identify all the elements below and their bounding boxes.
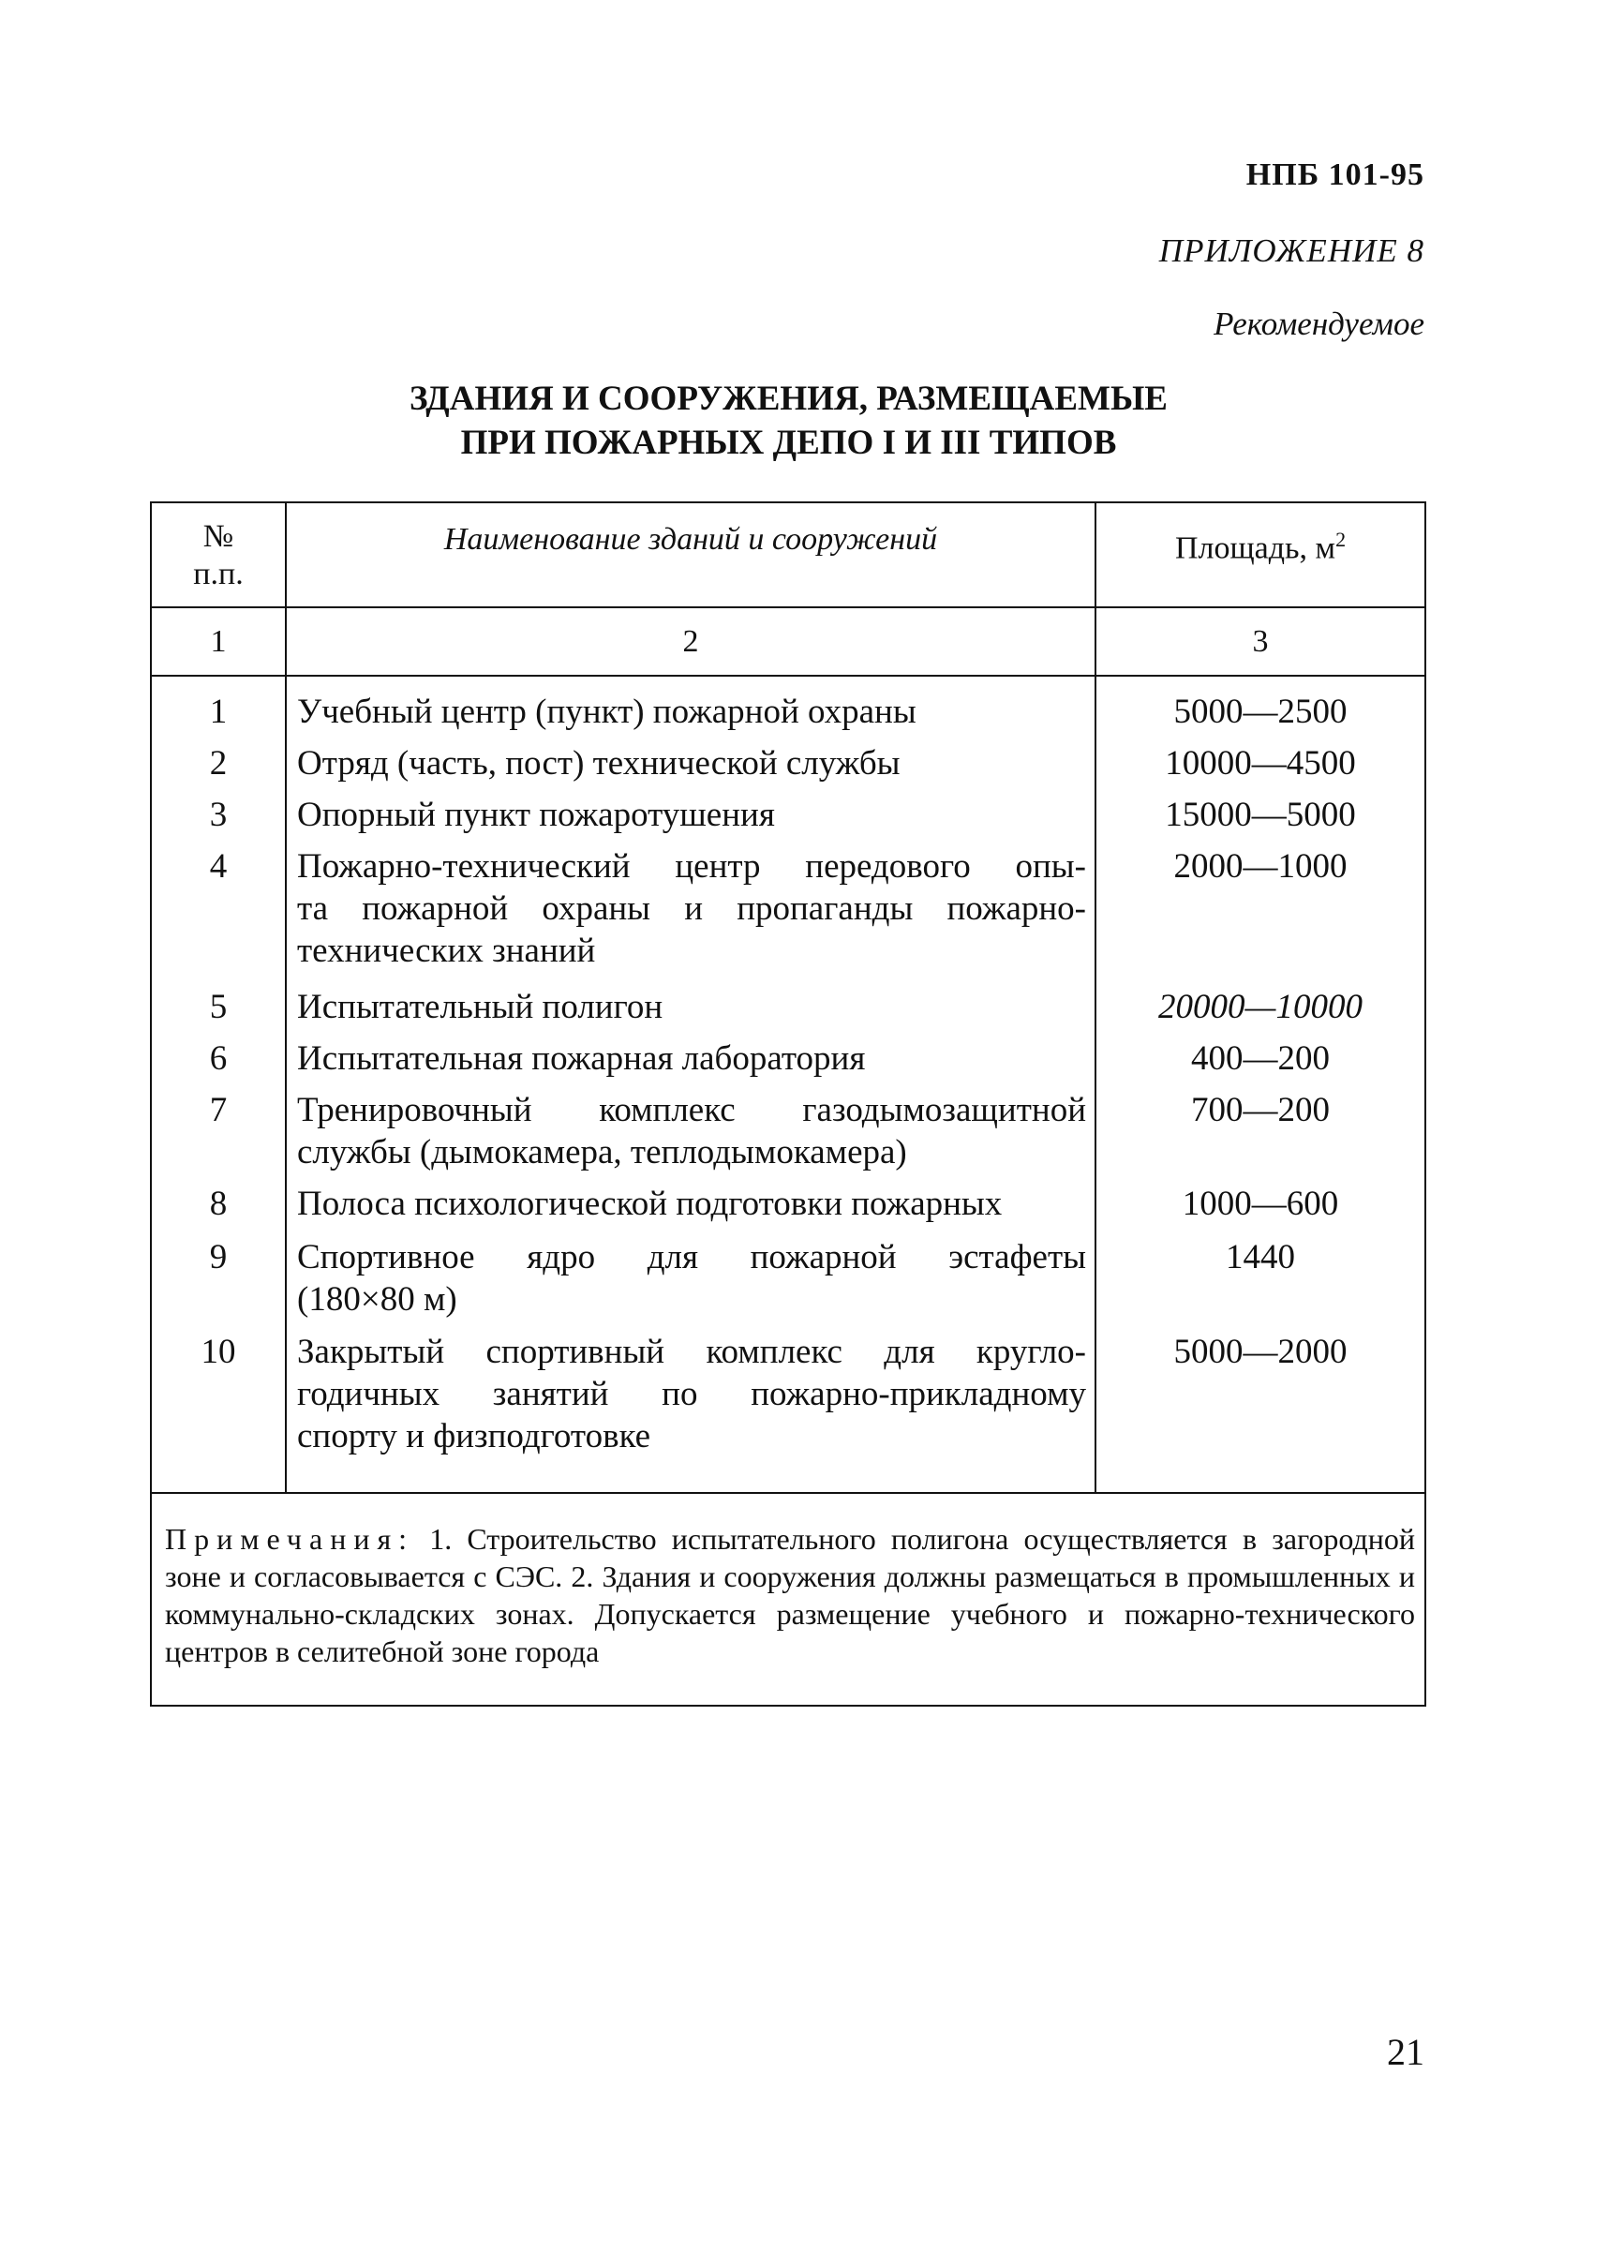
row-name [297,691,1086,733]
row-name [297,1037,1086,1080]
row-name-line: технических знаний [297,932,596,970]
row-area: 400—200 [1191,1039,1330,1078]
header-area-label: Площадь, м [1174,530,1336,566]
row-name-line: службы (дымокамера, теплодымокамера) [297,1133,907,1171]
header-area-superscript: 2 [1335,528,1347,551]
row-area: 5000—2000 [1173,1333,1348,1371]
row-area: 10000—4500 [1165,744,1356,783]
row-name-line: спорту и физподготовке [297,1417,651,1455]
row-name-line: Полоса психологической подготовки пожарных [297,1185,1003,1223]
row-area: 1440 [1226,1238,1295,1276]
row-area: 15000—5000 [1165,796,1356,834]
header-number-line-2: п.п. [193,557,244,591]
row-name [297,1331,1086,1457]
note-label: Примечания: [165,1522,415,1556]
numbers-bottom-rule [152,675,1424,677]
row-name [297,845,1086,972]
body-bottom-rule [152,1492,1424,1494]
title-line-2: ПРИ ПОЖАРНЫХ ДЕПО I И III ТИПОВ [460,424,1117,462]
column-number-1: 1 [210,624,227,659]
row-number: 9 [209,1238,228,1276]
row-number: 4 [209,847,228,886]
row-number: 3 [209,796,228,834]
header-number [152,518,285,593]
row-area: 20000—10000 [1158,988,1363,1026]
row-name-line: (180×80 м) [297,1280,457,1319]
row-number: 10 [201,1333,236,1371]
row-name-line: Учебный центр (пункт) пожарной охраны [297,693,916,731]
header-bottom-rule [152,606,1424,608]
row-name-line: Пожарно-технический центр передового опы- [297,847,1086,886]
row-area: 2000—1000 [1173,847,1348,886]
row-area: 700—200 [1191,1091,1330,1129]
row-number: 2 [209,744,228,783]
header-area [1096,518,1424,569]
row-name-line: Тренировочный комплекс газодымозащитной [297,1091,1086,1129]
row-area: 1000—600 [1182,1185,1339,1223]
row-name-line: Испытательная пожарная лаборатория [297,1039,866,1078]
row-name-line: Закрытый спортивный комплекс для кругло- [297,1333,1086,1371]
header-number-line-1: № [202,519,234,554]
row-name [297,794,1086,836]
row-name [297,1183,1086,1225]
row-name-line: Опорный пункт пожаротушения [297,796,775,834]
row-number: 6 [209,1039,228,1078]
document-code: НПБ 101-95 [1245,157,1424,192]
row-name-line: годичных занятий по пожарно-прикладному [297,1375,1086,1413]
note-text: 1. Строительство испытательного полигона осуществляется в загородной зоне и согласовывается с СЭС. 2. Здания и сооружения должны размещаться в промышленных и коммунально-складских зонах. Допускается размещение учебного и пожарно-технического центров в селитебной зоне города [165,1522,1415,1668]
page-number: 21 [1387,2031,1424,2073]
appendix-label: ПРИЛОЖЕНИЕ 8 [1158,232,1424,269]
row-number: 5 [209,988,228,1026]
row-number: 7 [209,1091,228,1129]
row-name [297,986,1086,1028]
row-name [297,742,1086,784]
header-name: Наименование зданий и сооружений [443,522,938,557]
row-area: 5000—2500 [1173,693,1348,731]
column-number-2: 2 [682,624,699,659]
row-name-line: Отряд (часть, пост) технической службы [297,744,901,783]
row-number: 1 [209,693,228,731]
recommendation-status: Рекомендуемое [1214,306,1424,342]
title-line-1: ЗДАНИЯ И СООРУЖЕНИЯ, РАЗМЕЩАЕМЫЕ [410,380,1168,418]
table-note [165,1520,1415,1670]
row-name-line: та пожарной охраны и пропаганды пожарно- [297,889,1086,928]
row-name [297,1236,1086,1321]
row-number: 8 [209,1185,228,1223]
row-name-line: Испытательный полигон [297,988,663,1026]
column-number-3: 3 [1252,624,1269,659]
row-name [297,1089,1086,1173]
row-name-line: Спортивное ядро для пожарной эстафеты [297,1238,1086,1276]
page-title [150,377,1427,465]
